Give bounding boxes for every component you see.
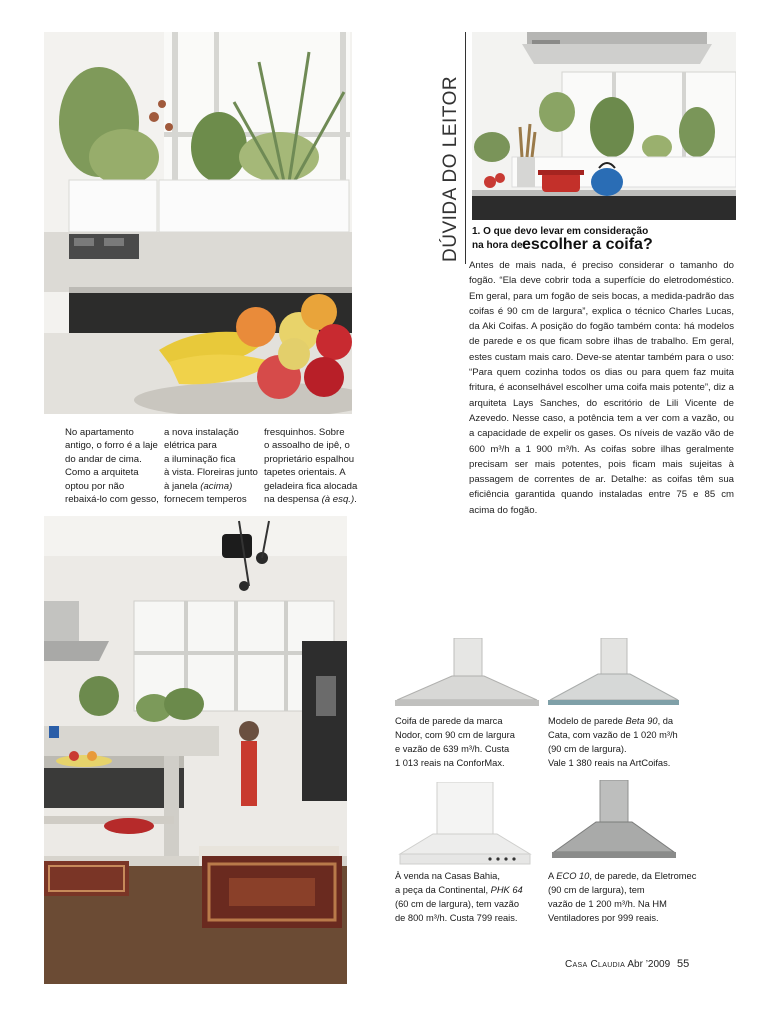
product-text: Modelo de parede [548, 716, 626, 726]
product-text: , da Cata, com vazão de 1 020 m³/h (90 cm de largura). Vale 1 380 reais na ArtCoifas. [548, 716, 678, 768]
kitchen-window-photo [44, 32, 352, 414]
divider-line [465, 32, 466, 264]
hood-continental-phk64-image [395, 782, 535, 868]
loft-kitchen-photo [44, 516, 347, 984]
product-text: À venda na Casas Bahia, a peça da Continental, [395, 871, 500, 895]
product-text: A [548, 871, 557, 881]
product-text: (60 cm de largura), tem vazão de 800 m³/h. Custa 799 reais. [395, 899, 520, 923]
product-model: ECO 10 [556, 871, 590, 881]
section-label: DÚVIDA DO LEITOR [440, 75, 461, 262]
page-footer [565, 958, 689, 970]
hood-cata-beta90-image [546, 638, 681, 710]
issue-date: Abr ’2009 [627, 959, 671, 970]
product-caption-nodor [395, 714, 540, 770]
product-caption-continental [395, 869, 540, 925]
product-caption-eletromec [548, 869, 698, 925]
caption-emphasis: (acima) [200, 480, 233, 492]
caption-text: . [354, 494, 357, 506]
product-text: , de parede, da Eletromec (90 cm de largura), tem vazão de 1 200 m³/h. Na HM Ventiladores por 999 reais. [548, 871, 697, 923]
photo-caption-col-1: No apartamento antigo, o forro é a laje do andar de cima. Como a arquiteta optou por não rebaixá-lo com gesso, [65, 427, 159, 506]
caption-text: fornecem temperos [164, 494, 247, 506]
caption-text: a nova instalação elétrica para a iluminação fica à vista. Floreiras junto à janela [164, 427, 258, 492]
stove-hood-photo [472, 32, 736, 220]
caption-text: fresquinhos. Sobre o assoalho de ipê, o proprietário espalhou tapetes orientais. A geladeira fica alocada na despensa [264, 427, 358, 506]
photo-caption-col-3 [264, 426, 360, 506]
article-body: Antes de mais nada, é preciso considerar o tamanho do fogão. “Ela deve cobrir toda a superfície do eletrodoméstico. Em geral, para um fogão de seis bocas, a medida-padrão das coifas é 90 cm de largura”, explica o técnico Charles Lucas, da Aki Coifas. A posição do fogão também conta: há modelos de parede e os que ficam sobre ilhas de trabalho. Em geral, estes custam mais caro. Deve-se atentar também para o uso: “Para quem cozinha todos os dias ou para quem faz muita fritura, é aconselhável escolher uma coifa mais potente”, diz a arquiteta Lays Sanches, do escritório de Lili Vicente de Azevedo. Nesse caso, a potência tem a ver com a vazão, ou a capacidade de expelir os gases. Os níveis de vazão vão de 600 m³/h a 1 900 m³/h. As coifas sobre ilhas geralmente precisam ser mais potentes, pois ficam mais sujeitas à passagem de correntes de ar. Detalhe: as coifas têm sua eficiência garantida quando instaladas entre 75 e 85 cm acima do fogão. [469, 260, 734, 516]
question-line-2-lead: na hora de [472, 240, 523, 251]
photo-caption-col-2 [164, 426, 260, 506]
product-text: Coifa de parede da marca Nodor, com 90 cm de largura e vazão de 639 m³/h. Custa 1 013 reais na ConforMax. [395, 716, 515, 768]
product-model: PHK 64 [490, 885, 523, 895]
hood-nodor-image [392, 638, 542, 710]
hood-eletromec-eco10-image [548, 780, 680, 866]
page-number: 55 [676, 958, 690, 970]
magazine-name: Casa Claudia [565, 959, 626, 970]
question-line-1: 1. O que devo levar em consideração [472, 226, 649, 237]
caption-emphasis: (à esq.) [321, 494, 355, 506]
question-headline: escolher a coifa? [522, 236, 653, 253]
product-caption-cata [548, 714, 693, 770]
product-model: Beta 90 [625, 716, 658, 726]
